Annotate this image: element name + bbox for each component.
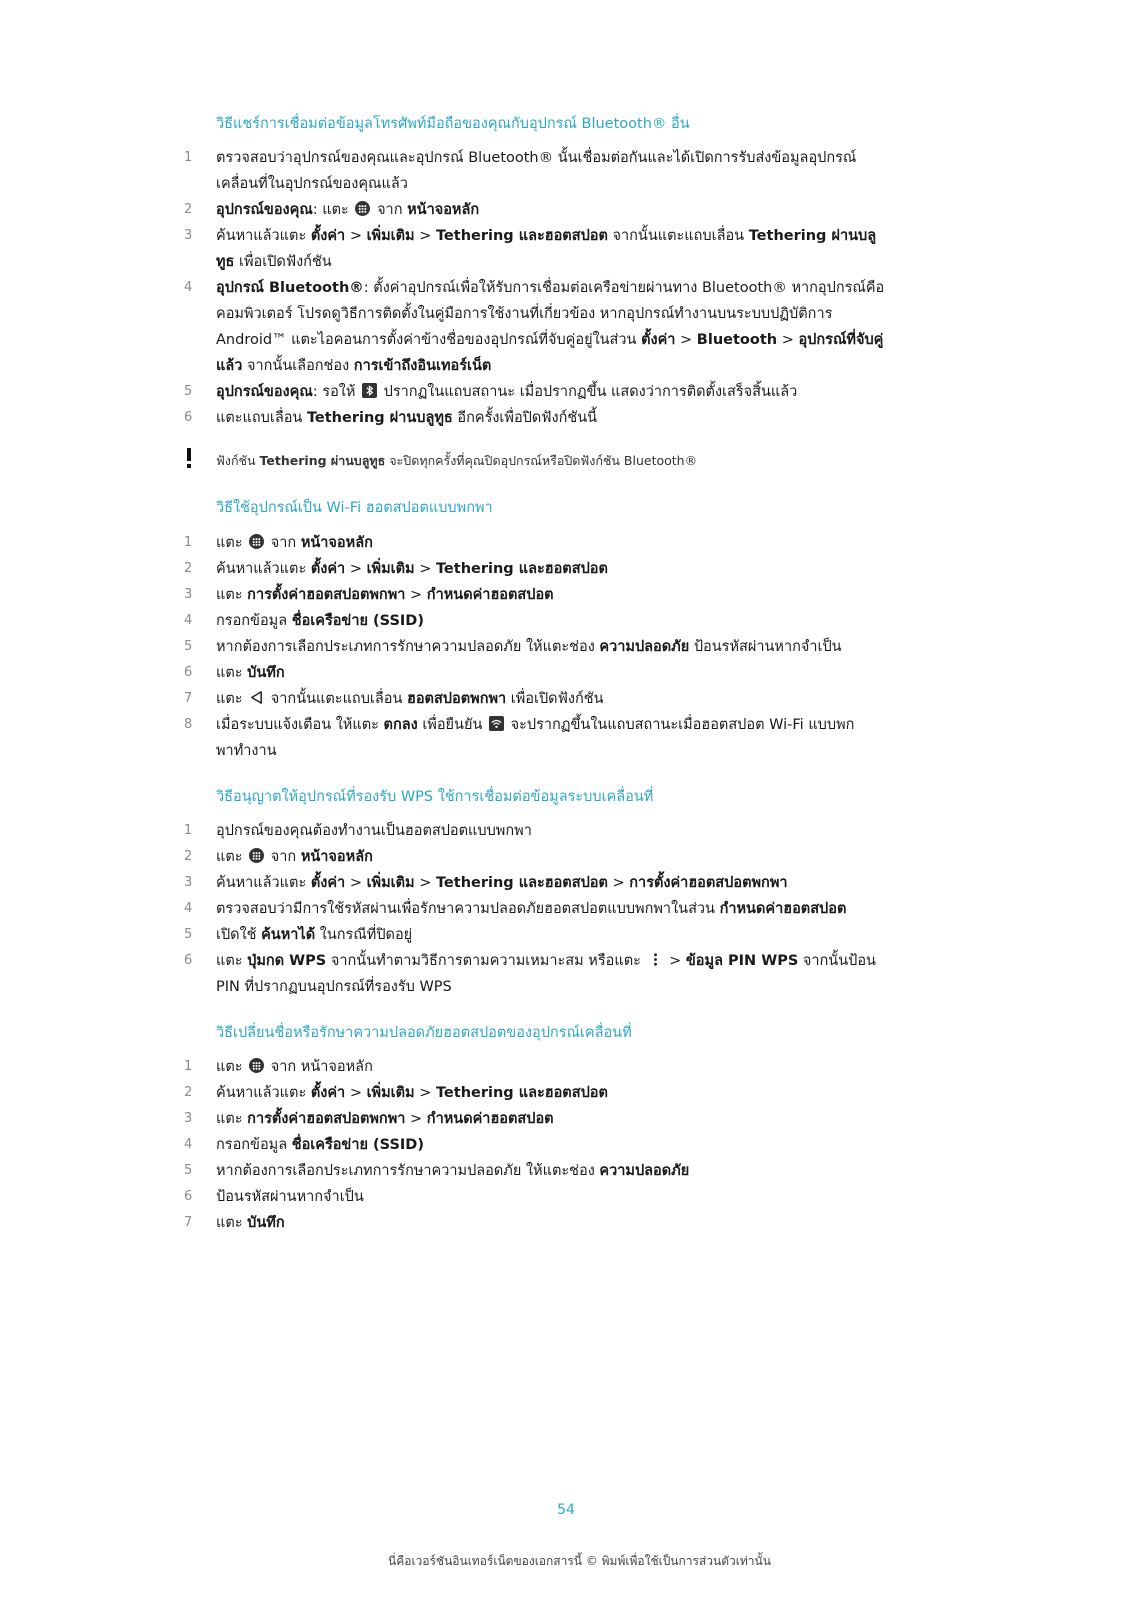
- step-text: จากนั้นป้อน: [802, 953, 876, 969]
- step-number: 6: [184, 410, 193, 425]
- step-text: จากนั้นทำตามวิธีการตามความเหมาะสม หรือแตะ: [330, 953, 641, 969]
- step-text: >: [612, 875, 625, 891]
- step-text: เคลื่อนที่ในอุปกรณ์ของคุณแล้ว: [216, 176, 408, 192]
- step-bold: อุปกรณ์ที่จับคู่: [798, 332, 884, 348]
- step-text: ค้นหาแล้วแตะ: [216, 875, 307, 891]
- step-text: >: [349, 1085, 362, 1101]
- step-text: แตะ: [216, 849, 243, 865]
- step-text: ปรากฏในแถบสถานะ เมื่อปรากฏขึ้น แสดงว่าการติดตั้งเสร็จสิ้นแล้ว: [383, 384, 798, 400]
- step-text: ตรวจสอบว่ามีการใช้รหัสผ่านเพื่อรักษาความปลอดภัยฮอตสปอตแบบพกพาในส่วน: [216, 901, 715, 917]
- step-text: PIN ที่ปรากฏบนอุปกรณ์ที่รองรับ WPS: [216, 979, 452, 995]
- step-text: >: [419, 1085, 432, 1101]
- step-text: : แตะ: [312, 202, 349, 218]
- step-text: แตะแถบเลื่อน: [216, 410, 303, 426]
- step-bold: เพิ่มเติม: [366, 1085, 415, 1101]
- step-text: ป้อนรหัสผ่านหากจำเป็น: [693, 639, 842, 655]
- apps-icon: [249, 848, 264, 863]
- step-bold: บันทึก: [247, 665, 285, 681]
- step-text: >: [349, 228, 362, 244]
- section-heading-wifi-hotspot: วิธีใช้อุปกรณ์เป็น Wi-Fi ฮอตสปอตแบบพกพา: [216, 500, 493, 516]
- step-number: 6: [184, 953, 193, 968]
- step-text: แตะ: [216, 587, 243, 603]
- step-number: 1: [184, 1059, 193, 1074]
- step-bold: ความปลอดภัย: [599, 1163, 690, 1179]
- step-text: อุปกรณ์ของคุณต้องทำงานเป็นฮอตสปอตแบบพกพา: [216, 823, 532, 839]
- step-bold: ฮอตสปอตพกพา: [406, 691, 507, 707]
- step-text: >: [781, 332, 794, 348]
- step-number: 4: [184, 1137, 193, 1152]
- step-text: ค้นหาแล้วแตะ: [216, 561, 307, 577]
- step-number: 1: [184, 535, 193, 550]
- step-bold: การตั้งค่าฮอตสปอตพกพา: [247, 587, 406, 603]
- step-text: ในกรณีที่ปิดอยู่: [319, 927, 413, 943]
- step-text: แตะ: [216, 1111, 243, 1127]
- step-bold: อุปกรณ์ Bluetooth®: [216, 280, 364, 296]
- step-text: คอมพิวเตอร์ โปรดดูวิธีการติดตั้งในคู่มือการใช้งานที่เกี่ยวข้อง หากอุปกรณ์ทำงานบนระบบปฏิบัติการ: [216, 306, 833, 322]
- step-bold: Tethering และฮอตสปอต: [435, 561, 608, 577]
- step-bold: หน้าจอหลัก: [300, 849, 373, 865]
- step-text: จาก: [270, 535, 297, 551]
- step-number: 1: [184, 150, 193, 165]
- back-icon: [249, 690, 264, 705]
- note-text: ฟังก์ชัน: [216, 453, 256, 468]
- step-bold: Tethering และฮอตสปอต: [435, 228, 608, 244]
- apps-icon: [355, 201, 370, 216]
- step-bold: การตั้งค่าฮอตสปอตพกพา: [247, 1111, 406, 1127]
- step-text: หากต้องการเลือกประเภทการรักษาความปลอดภัย ให้แตะช่อง: [216, 1163, 595, 1179]
- step-bold: หน้าจอหลัก: [407, 202, 480, 218]
- step-bold: ปุ่มกด WPS: [247, 953, 327, 969]
- step-bold: Tethering ผ่านบลูทูธ: [306, 410, 453, 426]
- step-text: จะปรากฏขึ้นในแถบสถานะเมื่อฮอตสปอต Wi-Fi แบบพก: [510, 717, 855, 733]
- step-text: >: [419, 228, 432, 244]
- step-number: 4: [184, 613, 193, 628]
- step-bold: กำหนดค่าฮอตสปอต: [426, 587, 554, 603]
- step-number: 3: [184, 1111, 193, 1126]
- step-bold: ตั้งค่า: [310, 228, 346, 244]
- step-text: แตะ: [216, 1059, 243, 1075]
- step-text: ป้อนรหัสผ่านหากจำเป็น: [216, 1189, 364, 1205]
- step-text: >: [349, 561, 362, 577]
- step-bold: Tethering และฮอตสปอต: [435, 1085, 608, 1101]
- step-number: 2: [184, 561, 193, 576]
- step-bold: Tethering ผ่านบลู: [748, 228, 877, 244]
- apps-icon: [249, 1058, 264, 1073]
- step-bold: ตั้งค่า: [310, 1085, 346, 1101]
- step-text: จากนั้นแตะแถบเลื่อน: [270, 691, 403, 707]
- step-number: 6: [184, 1189, 193, 1204]
- footer-text: นี่คือเวอร์ชันอินเทอร์เน็ตของเอกสารนี้ © พิมพ์เพื่อใช้เป็นการส่วนตัวเท่านั้น: [388, 1554, 771, 1568]
- step-bold: ตั้งค่า: [310, 561, 346, 577]
- step-text: เมื่อระบบแจ้งเตือน ให้แตะ: [216, 717, 379, 733]
- page-number: 54: [557, 1502, 575, 1518]
- step-bold: Bluetooth: [696, 332, 778, 348]
- step-bold: ความปลอดภัย: [599, 639, 690, 655]
- step-number: 3: [184, 587, 193, 602]
- step-number: 2: [184, 849, 193, 864]
- step-text: ค้นหาแล้วแตะ: [216, 228, 307, 244]
- step-bold: แล้ว: [216, 358, 243, 374]
- step-bold: ชื่อเครือข่าย (SSID): [291, 1137, 424, 1153]
- step-number: 3: [184, 228, 193, 243]
- step-text: หากต้องการเลือกประเภทการรักษาความปลอดภัย ให้แตะช่อง: [216, 639, 595, 655]
- step-text: พาทำงาน: [216, 743, 277, 759]
- step-bold: ชื่อเครือข่าย (SSID): [291, 613, 424, 629]
- step-bold: อุปกรณ์ของคุณ: [216, 384, 313, 400]
- step-bold: ตกลง: [383, 717, 418, 733]
- step-bold: หน้าจอหลัก: [300, 535, 373, 551]
- step-bold: ทูธ: [216, 254, 235, 270]
- step-text: แตะ: [216, 1215, 243, 1231]
- step-number: 5: [184, 927, 193, 942]
- step-number: 3: [184, 875, 193, 890]
- step-text: กรอกข้อมูล: [216, 1137, 288, 1153]
- step-text: แตะ: [216, 691, 243, 707]
- step-bold: เพิ่มเติม: [366, 875, 415, 891]
- step-bold: Tethering และฮอตสปอต: [435, 875, 608, 891]
- step-text: Android™ แตะไอคอนการตั้งค่าข้างชื่อของอุปกรณ์ที่จับคู่อยู่ในส่วน: [216, 332, 637, 348]
- step-text: จากนั้นเลือกช่อง: [246, 358, 350, 374]
- step-number: 5: [184, 384, 193, 399]
- step-text: >: [410, 587, 423, 603]
- step-text: แตะ: [216, 535, 243, 551]
- step-bold: ตั้งค่า: [310, 875, 346, 891]
- step-bold: บันทึก: [247, 1215, 285, 1231]
- note-text: จะปิดทุกครั้งที่คุณปิดอุปกรณ์หรือปิดฟังก์ชัน Bluetooth®: [389, 453, 698, 468]
- step-bold: ค้นหาได้: [261, 927, 316, 943]
- step-number: 7: [184, 691, 193, 706]
- step-number: 2: [184, 1085, 193, 1100]
- step-number: 2: [184, 202, 193, 217]
- warning-icon: [184, 447, 194, 469]
- step-text: อีกครั้งเพื่อปิดฟังก์ชันนี้: [457, 410, 598, 426]
- step-text: >: [680, 332, 693, 348]
- step-text: จากนั้นแตะแถบเลื่อน: [612, 228, 745, 244]
- section-heading-rename-hotspot: วิธีเปลี่ยนชื่อหรือรักษาความปลอดภัยฮอตสปอตของอุปกรณ์เคลื่อนที่: [216, 1025, 632, 1041]
- apps-icon: [249, 534, 264, 549]
- step-bold: อุปกรณ์ของคุณ: [216, 202, 313, 218]
- step-bold: กำหนดค่าฮอตสปอต: [426, 1111, 554, 1127]
- step-text: >: [669, 953, 682, 969]
- step-text: จาก หน้าจอหลัก: [270, 1059, 373, 1075]
- step-number: 4: [184, 901, 193, 916]
- step-bold: การตั้งค่าฮอตสปอตพกพา: [629, 875, 788, 891]
- step-text: กรอกข้อมูล: [216, 613, 288, 629]
- step-text: เพื่อเปิดฟังก์ชัน: [239, 254, 332, 270]
- step-text: เพื่อยืนยัน: [422, 717, 483, 733]
- step-text: จาก: [377, 202, 403, 218]
- step-text: แตะ: [216, 953, 243, 969]
- step-bold: การเข้าถึงอินเทอร์เน็ต: [353, 358, 492, 374]
- step-text: : ตั้งค่าอุปกรณ์เพื่อให้รับการเชื่อมต่อเครือข่ายผ่านทาง Bluetooth® หากอุปกรณ์คือ: [363, 280, 885, 296]
- wifi-hotspot-icon: [489, 716, 504, 731]
- step-text: ตรวจสอบว่าอุปกรณ์ของคุณและอุปกรณ์ Bluetooth® นั้นเชื่อมต่อกันและได้เปิดการรับส่งข้อมูลอุปกรณ์: [216, 150, 857, 166]
- step-text: แตะ: [216, 665, 243, 681]
- step-text: >: [349, 875, 362, 891]
- step-bold: ข้อมูล PIN WPS: [685, 953, 799, 969]
- step-bold: เพิ่มเติม: [366, 228, 415, 244]
- step-number: 5: [184, 639, 193, 654]
- step-number: 5: [184, 1163, 193, 1178]
- step-text: จาก: [270, 849, 297, 865]
- section-heading-bluetooth-tethering: วิธีแชร์การเชื่อมต่อข้อมูลโทรศัพท์มือถือของคุณกับอุปกรณ์ Bluetooth® อื่น: [216, 116, 690, 132]
- step-bold: เพิ่มเติม: [366, 561, 415, 577]
- step-text: >: [419, 561, 432, 577]
- step-text: : รอให้: [312, 384, 356, 400]
- step-number: 6: [184, 665, 193, 680]
- step-number: 8: [184, 717, 193, 732]
- step-number: 4: [184, 280, 193, 295]
- section-heading-wps: วิธีอนุญาตให้อุปกรณ์ที่รองรับ WPS ใช้การเชื่อมต่อข้อมูลระบบเคลื่อนที่: [216, 789, 654, 805]
- step-text: ค้นหาแล้วแตะ: [216, 1085, 307, 1101]
- step-text: >: [410, 1111, 423, 1127]
- step-bold: ตั้งค่า: [641, 332, 676, 348]
- note-bold: Tethering ผ่านบลูทูธ: [259, 453, 386, 468]
- step-bold: กำหนดค่าฮอตสปอต: [719, 901, 847, 917]
- more-menu-icon: [648, 952, 663, 967]
- step-text: เปิดใช้: [216, 927, 257, 943]
- step-number: 1: [184, 823, 193, 838]
- step-number: 7: [184, 1215, 193, 1230]
- bluetooth-status-icon: [362, 383, 377, 398]
- step-text: เพื่อเปิดฟังก์ชัน: [510, 691, 604, 707]
- step-text: >: [419, 875, 432, 891]
